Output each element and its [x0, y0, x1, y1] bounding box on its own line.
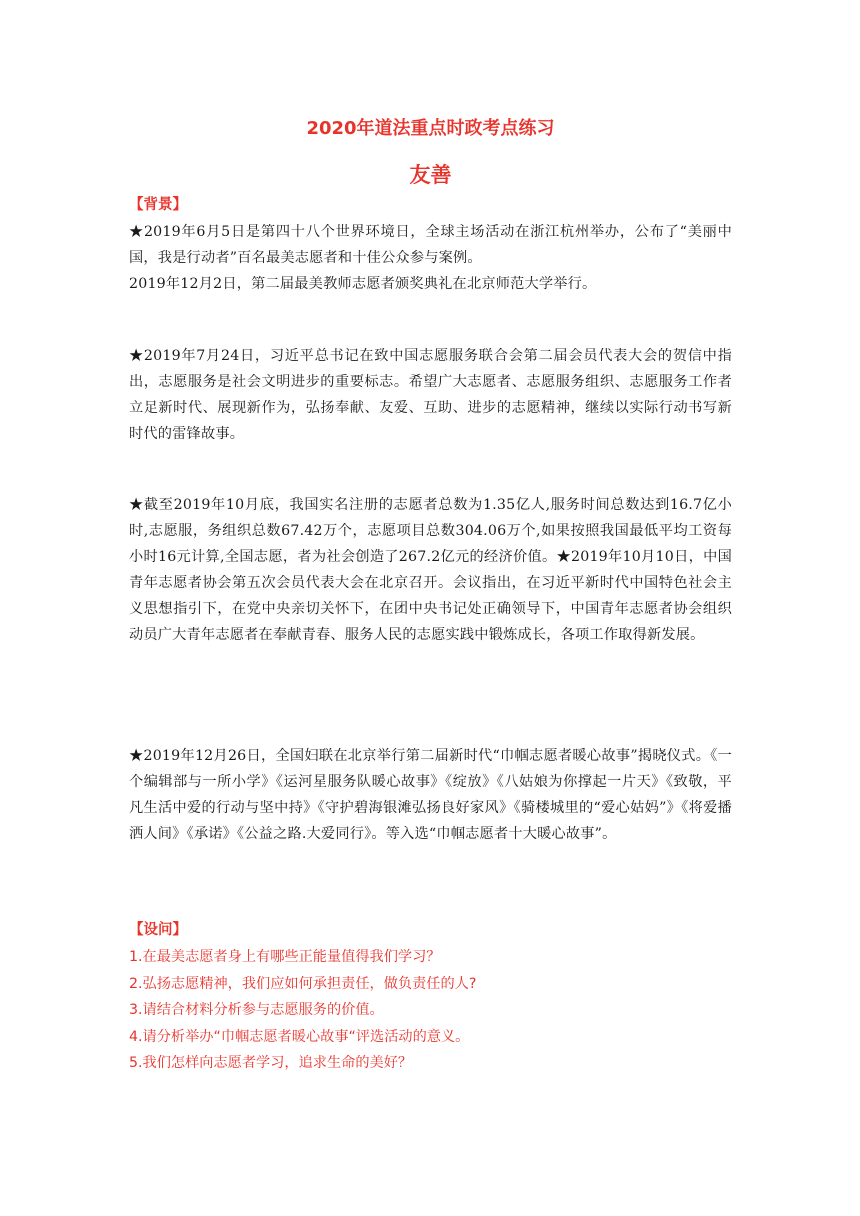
- question-item: 4.请分析举办“巾帼志愿者暖心故事“评选活动的意义。: [129, 1028, 470, 1045]
- question-item: 1.在最美志愿者身上有哪些正能量值得我们学习？: [129, 949, 441, 965]
- question-item: 3.请结合材料分析参与志愿服务的价值。: [129, 1002, 384, 1018]
- paragraph-volunteer-statistics: ★截至2019年10月底，我国实名注册的志愿者总数为1.35亿人,服务时间总数达到16.7亿小时,志愿服，务组织总数67.42万个，志愿项目总数304.06万个,如果按照我国最低平均工资每小时16元计算,全国志愿，者为社会创造了267.2亿元的经济价值。★2019年10月10日，中国青年志愿者协会第五次会员代表大会在北京召开。会议指出，在习近平新时代中国特色社会主义思想指引下，在党中央亲切关怀下，在团中央书记处正确领导下，中国青年志愿者协会组织动员广大青年志愿者在奉献青春、服务人民的志愿实践中锻炼成长，各项工作取得新发展。: [129, 497, 732, 643]
- paragraph-teacher-volunteer: 2019年12月2日，第二届最美教师志愿者颁奖典礼在北京师范大学举行。: [129, 276, 597, 292]
- document-subtitle: 友善: [409, 163, 452, 187]
- background-label: 【背景】: [129, 197, 187, 213]
- questions-label: 【设问】: [129, 922, 187, 938]
- paragraph-volunteer-federation: ★2019年7月24日，习近平总书记在致中国志愿服务联合会第二届会员代表大会的贺信中指出，志愿服务是社会文明进步的重要标志。希望广大志愿者、志愿服务组织、志愿服务工作者立足新时代、展现新作为，弘扬奉献、友爱、互助、进步的志愿精神，继续以实际行动书写新时代的雷锋故事。: [129, 348, 732, 442]
- question-item: 2.弘扬志愿精神，我们应如何承担责任，做负责任的人?: [129, 975, 477, 992]
- document-title: 2020年道法重点时政考点练习: [306, 118, 555, 139]
- question-list: [129, 944, 732, 1077]
- paragraph-women-volunteer-stories: ★2019年12月26日，全国妇联在北京举行第二届新时代“巾帼志愿者暖心故事”揭晓仪式。《一个编辑部与一所小学》《运河星服务队暖心故事》《绽放》《八姑娘为你撑起一片天》《致敬，平凡生活中爱的行动与坚中持》《守护碧海银滩弘扬良好家风》《骑楼城里的“爱心姑妈”》《将爱播洒人间》《承诺》《公益之路.大爱同行》。等入选“巾帼志愿者十大暖心故事”。: [129, 748, 732, 842]
- question-item: 5.我们怎样向志愿者学习，追求生命的美好？: [129, 1055, 413, 1071]
- paragraph-environment-day: ★2019年6月5日是第四十八个世界环境日，全球主场活动在浙江杭州举办，公布了“美丽中国，我是行动者”百名最美志愿者和十佳公众参与案例。: [129, 224, 732, 266]
